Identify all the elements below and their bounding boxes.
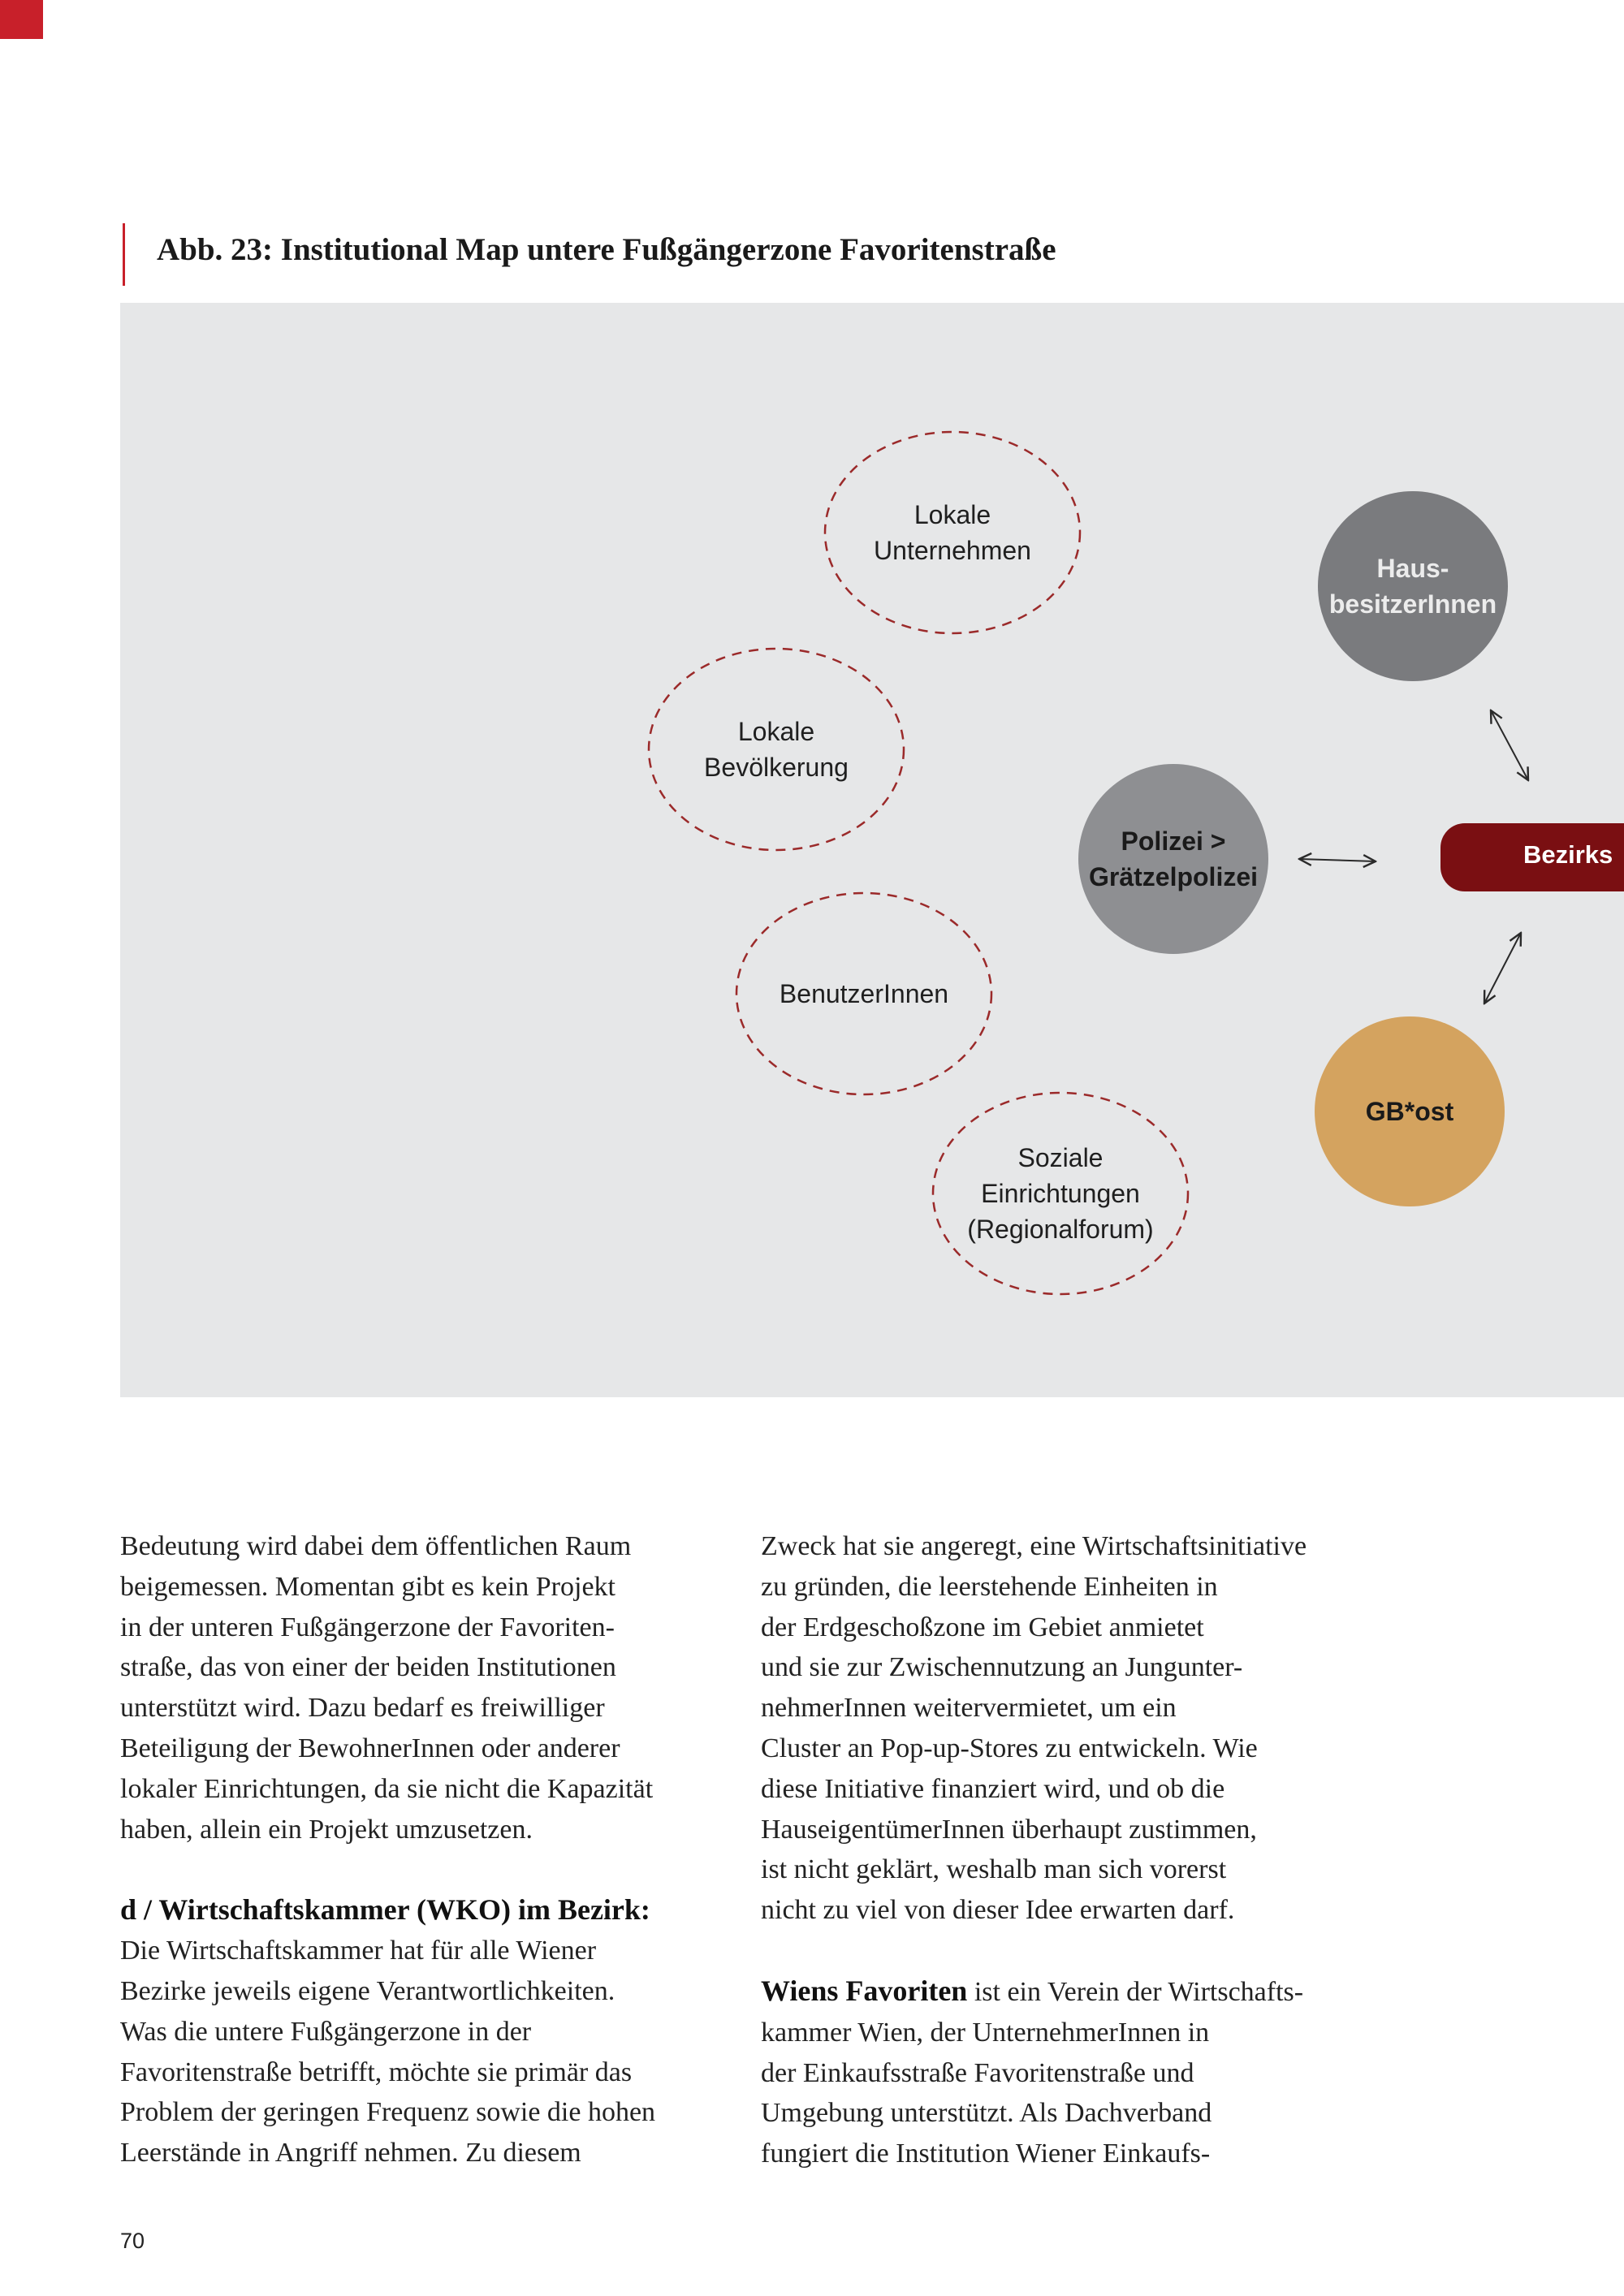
map-graphics <box>120 303 1624 1397</box>
section-heading-wko: d / Wirtschaftskammer (WKO) im Bezirk: <box>120 1893 650 1927</box>
institutional-map <box>120 303 1624 1397</box>
text-column-left <box>120 1526 737 2173</box>
right-paragraph-2: Wiens Favoriten ist ein Verein der Wirtschafts- kammer Wien, der UnternehmerInnen in der Einkaufsstraße Favoritenstraße und Umgebung unterstützt. Als Dachverband fungiert die Institution Wiener Einkaufs- <box>761 1974 1304 2169</box>
node-label-gbost: GB*ost <box>1365 1097 1454 1126</box>
hausbesitzer-bezirks-arrow <box>1491 710 1528 780</box>
polizei-bezirks-arrow <box>1299 859 1376 861</box>
node-label-benutzerinnen: BenutzerInnen <box>779 979 949 1008</box>
node-label-lokale-unternehmen: Lokale Unternehmen <box>874 500 1031 565</box>
node-label-polizei: Polizei > Grätzelpolizei <box>1088 826 1259 891</box>
left-paragraph-2: d / Wirtschaftskammer (WKO) im Bezirk: Die Wirtschaftskammer hat für alle Wiener Bezirke jeweils eigene Verantwortlichkeiten. Was die untere Fußgängerzone in der Favoritenstraße betrifft, möchte sie primär das Problem der geringen Frequenz sowie die hohen Leerstände in Angriff nehmen. Zu diesem <box>120 1890 737 2173</box>
node-label-bezirks: Bezirks <box>1523 840 1613 869</box>
wiens-favoriten-lead: Wiens Favoriten <box>761 1974 968 2007</box>
right-paragraph-1: Zweck hat sie angeregt, eine Wirtschaftsinitiative zu gründen, die leerstehende Einheiten in der Erdgeschoßzone im Gebiet anmietet und sie zur Zwischennutzung an Jungunter- nehmerInnen weitervermietet, um ein Cluster an Pop-up-Stores zu entwickeln. Wie diese Initiative finanziert wird, und ob die HauseigentümerInnen überhaupt zustimmen, ist nicht geklärt, weshalb man sich vorerst nicht zu viel von dieser Idee erwarten darf. <box>761 1531 1307 1926</box>
node-label-soziale-einrichtungen: Soziale Einrichtungen (Regionalforum) <box>967 1143 1154 1244</box>
figure-caption: Abb. 23: Institutional Map untere Fußgängerzone Favoritenstraße <box>157 232 1056 267</box>
node-label-lokale-bevoelkerung: Lokale Bevölkerung <box>704 717 849 782</box>
caption-accent-rule <box>123 223 125 286</box>
text-column-right <box>761 1526 1378 2174</box>
node-label-hausbesitzerinnen: Haus- besitzerInnen <box>1328 554 1497 619</box>
page-corner-mark <box>0 0 43 39</box>
page-number: 70 <box>120 2229 145 2253</box>
gbost-bezirks-arrow <box>1484 933 1521 1003</box>
left-paragraph-1: Bedeutung wird dabei dem öffentlichen Raum beigemessen. Momentan gibt es kein Projekt in der unteren Fußgängerzone der Favoriten- straße, das von einer der beiden Institutionen unterstützt wird. Dazu bedarf es freiwilliger Beteiligung der BewohnerInnen oder anderer lokaler Einrichtungen, da sie nicht die Kapazität haben, allein ein Projekt umzusetzen. <box>120 1531 654 1845</box>
